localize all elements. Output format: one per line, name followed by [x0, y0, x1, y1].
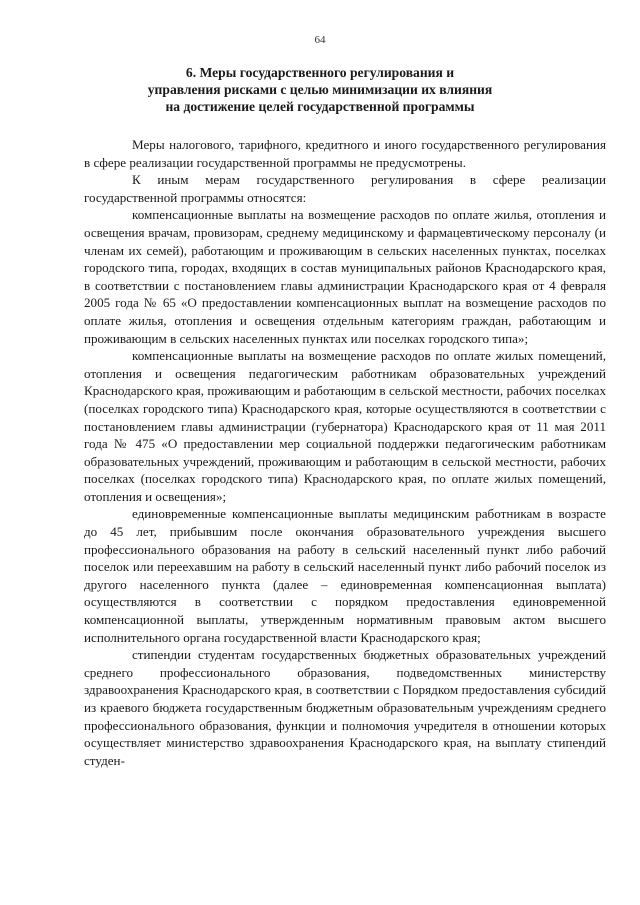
section-heading-line: 6. Меры государственного регулирования и	[185, 65, 455, 80]
page-number: 64	[314, 34, 326, 46]
paragraph-student-stipends: стипендии студентам государственных бюджетных образовательных учреждений среднего профессионального образования, подведомственных министерству здравоохранения Краснодарского края, в соответствии с Порядком предоставления субсидий из краевого бюджета государственным бюджетным образовательным учреждениям среднего профессионального образования, функции и полномочия учредителя в отношении которых осуществляет министерство здравоохранения Краснодарского края, на выплату стипендий студен-	[84, 647, 606, 768]
section-heading	[110, 64, 530, 115]
paragraph-regulation-measures: Меры налогового, тарифного, кредитного и иного государственного регулирования в сфере реализации государственной программы не предусмотрены.	[84, 137, 606, 170]
paragraph-medical-housing-compensation: компенсационные выплаты на возмещение расходов по оплате жилья, отопления и освещения врачам, провизорам, среднему медицинскому и фармацевтическому персоналу (и членам их семей), работающим и проживающим в сельских населенных пунктах, поселках городского типа, городах, входящих в состав муниципальных районов Краснодарского края, в соответствии с постановлением главы администрации Краснодарского края от 4 февраля 2005 года № 65 «О предоставлении компенсационных выплат на возмещение расходов по оплате жилья, отопления и освещения отдельным категориям граждан, работающим и проживающим в сельских населенных пунктах или поселках городского типа»;	[84, 207, 606, 346]
section-heading-line: управления рисками с целью минимизации их влияния	[147, 82, 493, 97]
paragraph-lump-sum-compensation: единовременные компенсационные выплаты медицинским работникам в возрасте до 45 лет, прибывшим после окончания образовательного учреждения высшего профессионального образования на работу в сельский населенный пункт либо рабочий поселок или переехавшим на работу в сельский населенный пункт либо рабочий поселок из другого населенного пункта (далее – единовременная компенсационная выплата) осуществляются в соответствии с порядком предоставления единовременной компенсационной выплаты, утвержденным нормативным правовым актом высшего исполнительного органа государственной власти Краснодарского края;	[84, 506, 606, 645]
section-heading-line: на достижение целей государственной программы	[165, 99, 475, 114]
section-body	[84, 136, 606, 769]
paragraph-other-measures-intro: К иным мерам государственного регулирования в сфере реализации государственной программы относятся:	[84, 172, 606, 205]
paragraph-teacher-housing-compensation: компенсационные выплаты на возмещение расходов по оплате жилых помещений, отопления и освещения педагогическим работникам образовательных учреждений Краснодарского края, проживающим и работающим в сельской местности, рабочих поселках (поселках городского типа) Краснодарского края, которые осуществляются в соответствии с постановлением главы администрации (губернатора) Краснодарского края от 11 мая 2011 года № 475 «О предоставлении мер социальной поддержки педагогическим работникам образовательных учреждений, проживающим и работающим в сельской местности, рабочих поселках (поселках городского типа) Краснодарского края, по оплате жилых помещений, отопления и освещения»;	[84, 348, 606, 504]
